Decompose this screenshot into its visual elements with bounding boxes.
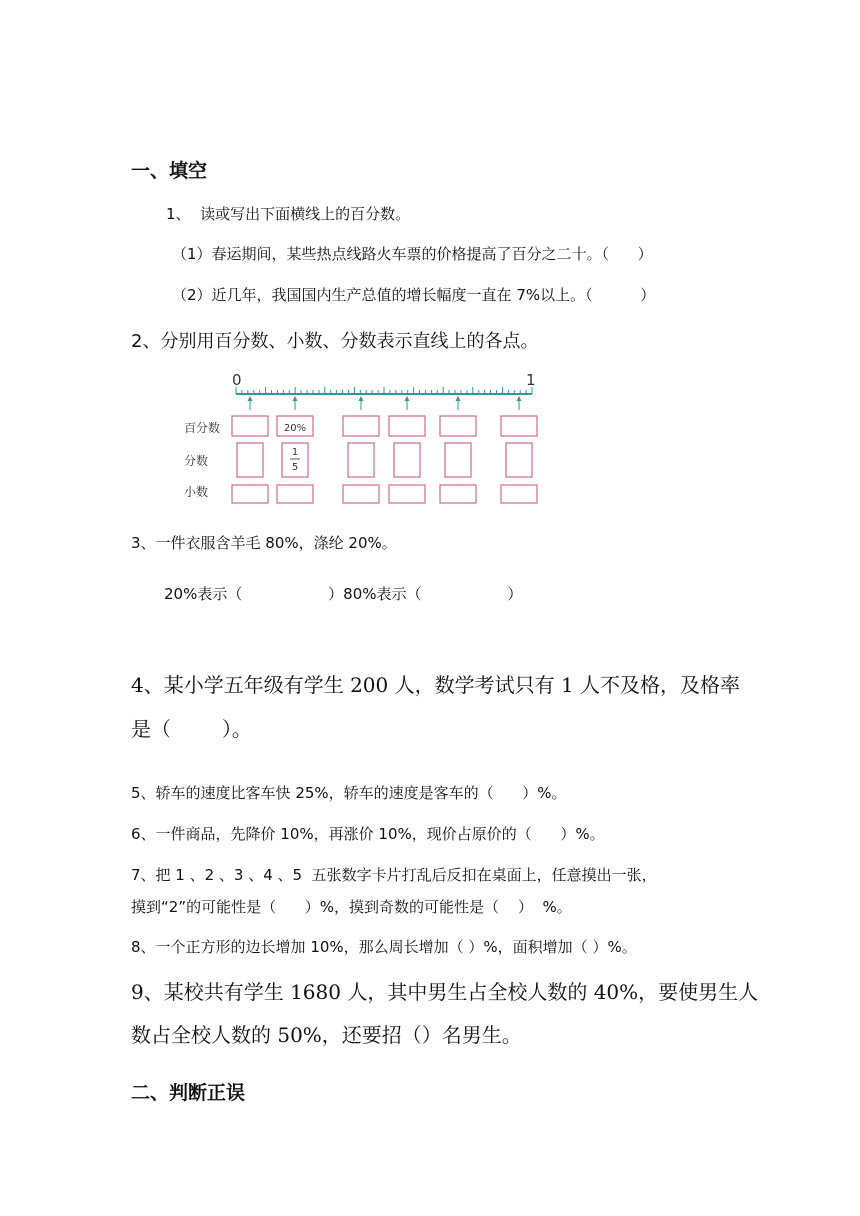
question-6: 6、一件商品，先降价 10%，再涨价 10%，现价占原价的（ ）%。 xyxy=(131,825,605,843)
point-arrow-head xyxy=(456,396,461,401)
answer-boxes xyxy=(232,416,537,503)
question-2-prompt: 2、分别用百分数、小数、分数表示直线上的各点。 xyxy=(131,331,539,352)
percent-box xyxy=(389,416,425,436)
fraction-box xyxy=(506,443,532,477)
question-9-line-2: 数占全校人数的 50%，还要招（）名男生。 xyxy=(131,1023,522,1047)
point-arrow-head xyxy=(248,396,253,401)
question-1-sub-2: （2）近几年，我国国内生产总值的增长幅度一直在 7%以上。（ ） xyxy=(172,286,656,304)
point-arrow-head xyxy=(517,396,522,401)
point-arrow-head xyxy=(405,396,410,401)
question-5: 5、轿车的速度比客车快 25%，轿车的速度是客车的（ ）%。 xyxy=(131,784,567,802)
filled-percent-value: 20% xyxy=(283,423,307,434)
section-2-title: 二、判断正误 xyxy=(131,1082,246,1104)
point-arrow-head xyxy=(293,396,298,401)
tick-label-1: 1 xyxy=(526,371,536,389)
question-3-prompt: 3、一件衣服含羊毛 80%，涤纶 20%。 xyxy=(131,534,397,552)
row-label-percent: 百分数 xyxy=(184,421,221,435)
question-7-line-1: 7、把 1 、2 、3 、4 、5 五张数字卡片打乱后反扣在桌面上，任意摸出一张， xyxy=(131,866,657,884)
row-label-fraction: 分数 xyxy=(184,454,209,468)
decimal-box xyxy=(501,485,537,503)
question-8: 8、一个正方形的边长增加 10%，那么周长增加（ ）%，面积增加（ ）%。 xyxy=(131,938,637,956)
percent-box xyxy=(440,416,476,436)
question-1-sub-1: （1）春运期间，某些热点线路火车票的价格提高了百分之二十。（ ） xyxy=(172,245,653,263)
decimal-box xyxy=(389,485,425,503)
decimal-box xyxy=(277,485,313,503)
question-1-prompt: 1、 读或写出下面横线上的百分数。 xyxy=(166,205,411,223)
question-7-line-2: 摸到“2”的可能性是（ ）%，摸到奇数的可能性是（ ） %。 xyxy=(131,898,572,916)
fraction-box xyxy=(445,443,471,477)
number-line xyxy=(236,387,532,394)
number-line-figure xyxy=(176,368,544,510)
decimal-box xyxy=(232,485,268,503)
fraction-box xyxy=(348,443,374,477)
fraction-box xyxy=(237,443,263,477)
row-label-decimal: 小数 xyxy=(184,485,209,499)
point-arrows xyxy=(248,396,522,410)
section-1-title: 一、填空 xyxy=(131,160,208,182)
percent-box xyxy=(232,416,268,436)
question-4-line-2: 是（ ）。 xyxy=(131,717,252,741)
filled-fraction-numerator: 1 xyxy=(291,447,299,458)
question-4-line-1: 4、某小学五年级有学生 200 人，数学考试只有 1 人不及格，及格率 xyxy=(131,673,741,697)
decimal-box xyxy=(343,485,379,503)
filled-fraction-denominator: 5 xyxy=(291,462,299,473)
point-arrow-head xyxy=(359,396,364,401)
percent-box xyxy=(501,416,537,436)
tick-label-0: 0 xyxy=(232,371,242,389)
question-3-answer-line: 20%表示（ ）80%表示（ ） xyxy=(164,585,523,603)
percent-box xyxy=(343,416,379,436)
fraction-box xyxy=(394,443,420,477)
decimal-box xyxy=(440,485,476,503)
question-9-line-1: 9、某校共有学生 1680 人，其中男生占全校人数的 40%，要使男生人 xyxy=(131,980,759,1004)
